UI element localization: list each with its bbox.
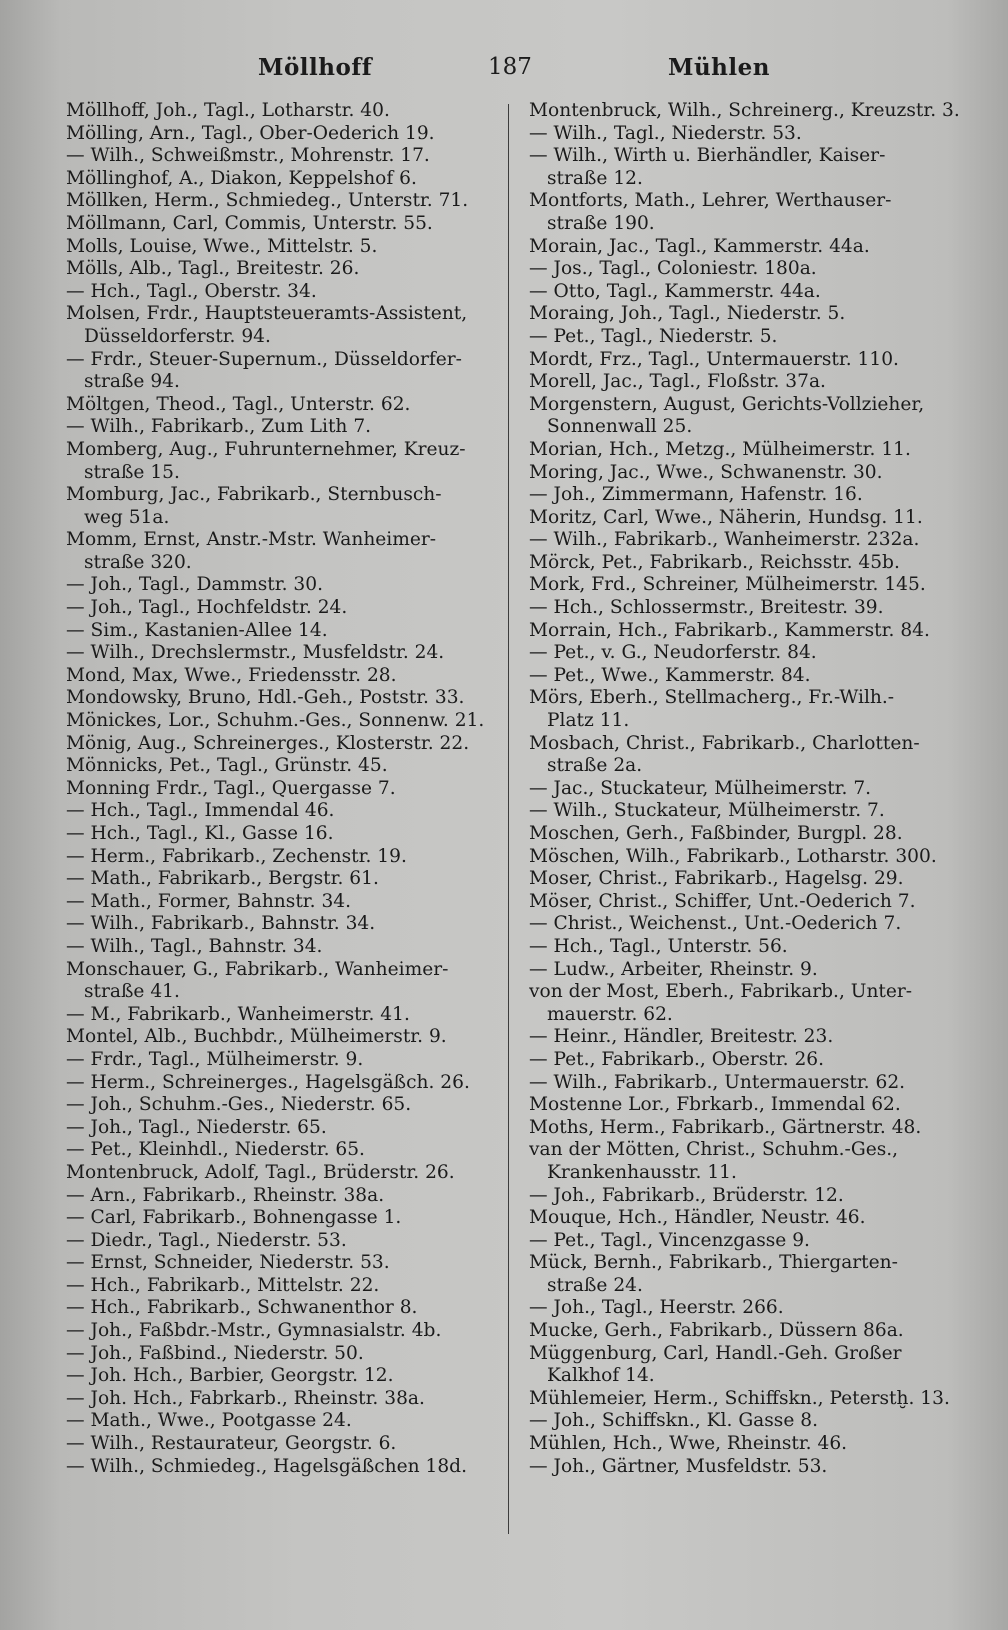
entry-line: Mouque, Hch., Händler, Neustr. 46. (529, 1207, 866, 1229)
entry-line: Mörck, Pet., Fabrikarb., Reichsstr. 45b. (529, 551, 900, 573)
directory-entry (529, 1433, 965, 1456)
directory-entry (66, 913, 496, 936)
entry-line: — Carl, Fabrikarb., Bohnengasse 1. (66, 1207, 402, 1229)
entry-continuation: straße 41. (84, 981, 180, 1003)
entry-line: — Wilh., Wirth u. Bierhändler, Kaiser- (529, 145, 886, 167)
entry-line: van der Mötten, Christ., Schuhm.-Ges., (529, 1139, 899, 1161)
directory-entry (529, 529, 965, 552)
entry-line: — Hch., Fabrikarb., Schwanenthor 8. (66, 1297, 418, 1319)
entry-line: — Joh., Tagl., Heerstr. 266. (529, 1297, 784, 1319)
entry-line: Mühlen, Hch., Wwe, Rheinstr. 46. (529, 1433, 848, 1455)
directory-entry (529, 1252, 965, 1297)
directory-entry (529, 145, 965, 190)
directory-entry (66, 1072, 496, 1095)
entry-line: Moser, Christ., Fabrikarb., Hagelsg. 29. (529, 868, 904, 890)
entry-line: — Hch., Tagl., Unterstr. 56. (529, 935, 788, 957)
directory-entry (66, 1433, 496, 1456)
directory-entry (66, 800, 496, 823)
entry-line: — Joh., Zimmermann, Hafenstr. 16. (529, 484, 863, 506)
entry-line: — Ernst, Schneider, Niederstr. 53. (66, 1252, 390, 1274)
directory-entry (66, 439, 496, 484)
entry-continuation: straße 15. (84, 461, 180, 483)
directory-entry (529, 868, 965, 891)
directory-entry (529, 687, 965, 732)
entry-line: Mönickes, Lor., Schuhm.-Ges., Sonnenw. 21. (66, 710, 485, 732)
entry-line: Mölling, Arn., Tagl., Ober-Oederich 19. (66, 122, 435, 144)
directory-entry (66, 868, 496, 891)
entry-line: — Jos., Tagl., Coloniestr. 180a. (529, 258, 817, 280)
entry-line: — Wilh., Schweißmstr., Mohrenstr. 17. (66, 145, 430, 167)
entry-line: Morain, Jac., Tagl., Kammerstr. 44a. (529, 235, 870, 257)
directory-entry (529, 1117, 965, 1140)
entry-line: — Math., Former, Bahnstr. 34. (66, 890, 352, 912)
directory-entry (529, 823, 965, 846)
directory-entry (66, 1094, 496, 1117)
entry-line: Momberg, Aug., Fuhrunternehmer, Kreuz- (66, 438, 466, 460)
directory-entry (66, 1117, 496, 1140)
entry-line: Mucke, Gerh., Fabrikarb., Düssern 86a. (529, 1320, 904, 1342)
entry-line: Montenbruck, Wilh., Schreinerg., Kreuzstr. 3. (529, 100, 960, 121)
entry-line: — Joh., Schuhm.-Ges., Niederstr. 65. (66, 1094, 412, 1116)
entry-line: — Heinr., Händler, Breitestr. 23. (529, 1026, 834, 1048)
directory-entry (66, 281, 496, 304)
directory-entry (529, 258, 965, 281)
directory-entry (66, 733, 496, 756)
entry-continuation: straße 94. (84, 371, 180, 393)
entry-line: — Wilh., Tagl., Niederstr. 53. (529, 122, 802, 144)
entry-line: Mück, Bernh., Fabrikarb., Thiergarten- (529, 1252, 898, 1274)
entry-line: — Ludw., Arbeiter, Rheinstr. 9. (529, 958, 818, 980)
entry-line: — Christ., Weichenst., Unt.-Oederich 7. (529, 913, 902, 935)
entry-line: Mörs, Eberh., Stellmacherg., Fr.-Wilh.- (529, 687, 895, 709)
directory-entry (66, 1230, 496, 1253)
directory-entry (66, 823, 496, 846)
entry-line: — Joh., Faßbdr.-Mstr., Gymnasialstr. 4b. (66, 1320, 442, 1342)
directory-entry (529, 1094, 965, 1117)
directory-entry (529, 1410, 965, 1433)
directory-entry (529, 123, 965, 146)
entry-line: Mosbach, Christ., Fabrikarb., Charlotten- (529, 732, 920, 754)
entry-line: — M., Fabrikarb., Wanheimerstr. 41. (66, 1003, 410, 1025)
directory-entry (529, 507, 965, 530)
directory-entry (529, 190, 965, 235)
entry-line: — Pet., Fabrikarb., Oberstr. 26. (529, 1048, 825, 1070)
header-right-catchword: Mühlen (668, 54, 770, 81)
entry-line: Morell, Jac., Tagl., Floßstr. 37a. (529, 371, 826, 393)
entry-line: Müggenburg, Carl, Handl.-Geh. Großer (529, 1342, 902, 1364)
entry-line: Molsen, Frdr., Hauptsteueramts-Assistent, (66, 303, 468, 325)
running-header (68, 50, 958, 90)
entry-line: Mölls, Alb., Tagl., Breitestr. 26. (66, 258, 360, 280)
entry-line: — Arn., Fabrikarb., Rheinstr. 38a. (66, 1184, 385, 1206)
directory-entry (529, 462, 965, 485)
entry-line: — Hch., Tagl., Immendal 46. (66, 800, 335, 822)
directory-entry (529, 665, 965, 688)
directory-entry (529, 394, 965, 439)
entry-line: Möllhoff, Joh., Tagl., Lotharstr. 40. (66, 100, 390, 121)
entry-line: — Hch., Tagl., Oberstr. 34. (66, 280, 317, 302)
entry-continuation: Platz 11. (547, 710, 630, 732)
directory-entry (529, 439, 965, 462)
directory-entry (66, 891, 496, 914)
entry-line: Mönig, Aug., Schreinerges., Klosterstr. 22. (66, 732, 470, 754)
directory-entry (66, 1365, 496, 1388)
entry-line: — Wilh., Schmiedeg., Hagelsgäßchen 18d. (66, 1455, 467, 1477)
directory-entry (529, 959, 965, 982)
entry-line: — Jac., Stuckateur, Mülheimerstr. 7. (529, 777, 872, 799)
directory-entry (529, 326, 965, 349)
directory-entry (66, 168, 496, 191)
entry-continuation: mauerstr. 62. (547, 1003, 673, 1025)
directory-entry (66, 574, 496, 597)
left-column (66, 100, 496, 1478)
entry-line: — Hch., Schlossermstr., Breitestr. 39. (529, 597, 884, 619)
directory-entry (66, 778, 496, 801)
entry-line: Moraing, Joh., Tagl., Niederstr. 5. (529, 303, 846, 325)
directory-entry (529, 1456, 965, 1479)
directory-entry (66, 1343, 496, 1366)
entry-line: — Sim., Kastanien-Allee 14. (66, 619, 328, 641)
directory-entry (66, 394, 496, 417)
entry-line: Moschen, Gerh., Faßbinder, Burgpl. 28. (529, 823, 903, 844)
entry-line: — Frdr., Tagl., Mülheimerstr. 9. (66, 1048, 364, 1070)
entry-line: von der Most, Eberh., Fabrikarb., Unter- (529, 981, 913, 1003)
entry-line: — Math., Fabrikarb., Bergstr. 61. (66, 868, 379, 890)
directory-entry (66, 936, 496, 959)
entry-line: — Herm., Fabrikarb., Zechenstr. 19. (66, 845, 407, 867)
directory-entry (529, 349, 965, 372)
entry-line: — Frdr., Steuer-Supernum., Düsseldorfer- (66, 348, 462, 370)
entry-line: — Wilh., Drechslermstr., Musfeldstr. 24. (66, 642, 445, 664)
directory-entry (529, 800, 965, 823)
directory-entry (66, 846, 496, 869)
entry-continuation: Sonnenwall 25. (547, 416, 693, 438)
directory-entry (529, 281, 965, 304)
directory-entry (66, 190, 496, 213)
entry-line: — Wilh., Restaurateur, Georgstr. 6. (66, 1433, 397, 1455)
right-column (529, 100, 965, 1478)
directory-entry (529, 620, 965, 643)
entry-line: — Pet., Wwe., Kammerstr. 84. (529, 664, 811, 686)
directory-entry (66, 145, 496, 168)
entry-line: — Joh., Fabrikarb., Brüderstr. 12. (529, 1184, 844, 1206)
directory-entry (66, 1320, 496, 1343)
directory-entry (529, 778, 965, 801)
entry-line: — Wilh., Fabrikarb., Wanheimerstr. 232a. (529, 529, 920, 551)
directory-entry (529, 236, 965, 259)
entry-continuation: straße 190. (547, 212, 655, 234)
entry-line: — Pet., Kleinhdl., Niederstr. 65. (66, 1139, 365, 1161)
directory-entry (529, 733, 965, 778)
directory-entry (66, 1275, 496, 1298)
directory-entry (66, 1297, 496, 1320)
directory-entry (66, 1388, 496, 1411)
entry-continuation: Krankenhausstr. 11. (547, 1161, 737, 1183)
entry-line: — Otto, Tagl., Kammerstr. 44a. (529, 280, 821, 302)
directory-entry (529, 642, 965, 665)
directory-entry (66, 236, 496, 259)
page-number: 187 (488, 54, 532, 80)
entry-line: Montenbruck, Adolf, Tagl., Brüderstr. 26. (66, 1161, 455, 1183)
directory-entry (529, 846, 965, 869)
entry-line: Möltgen, Theod., Tagl., Unterstr. 62. (66, 393, 411, 415)
entry-line: Moring, Jac., Wwe., Schwanenstr. 30. (529, 461, 883, 483)
entry-line: — Joh. Hch., Fabrkarb., Rheinstr. 38a. (66, 1387, 425, 1409)
directory-entry (66, 1456, 496, 1479)
directory-entry (529, 1207, 965, 1230)
entry-line: Mostenne Lor., Fbrkarb., Immendal 62. (529, 1094, 901, 1116)
directory-entry (66, 665, 496, 688)
entry-line: Moritz, Carl, Wwe., Näherin, Hundsg. 11. (529, 506, 923, 528)
entry-line: Morgenstern, August, Gerichts-Vollzieher, (529, 393, 925, 415)
directory-entry (529, 574, 965, 597)
directory-entry (66, 303, 496, 348)
directory-entry (66, 687, 496, 710)
entry-line: — Joh., Faßbind., Niederstr. 50. (66, 1342, 364, 1364)
entry-line: — Herm., Schreinerges., Hagelsgäßch. 26. (66, 1071, 470, 1093)
directory-entry (66, 1207, 496, 1230)
entry-line: Mondowsky, Bruno, Hdl.-Geh., Poststr. 33. (66, 687, 465, 709)
entry-line: — Pet., Tagl., Vincenzgasse 9. (529, 1229, 810, 1251)
entry-line: Monschauer, G., Fabrikarb., Wanheimer- (66, 958, 449, 980)
directory-entry (529, 552, 965, 575)
entry-line: Möllmann, Carl, Commis, Unterstr. 55. (66, 212, 433, 234)
directory-entry (529, 100, 965, 123)
entry-line: Moths, Herm., Fabrikarb., Gärtnerstr. 48. (529, 1116, 922, 1138)
column-divider (508, 104, 509, 1534)
entry-line: Montel, Alb., Buchbdr., Mülheimerstr. 9. (66, 1026, 447, 1048)
directory-entry (66, 959, 496, 1004)
directory-entry (66, 710, 496, 733)
directory-entry (66, 100, 496, 123)
directory-entry (66, 597, 496, 620)
directory-entry (529, 303, 965, 326)
directory-entry (66, 1139, 496, 1162)
directory-entry (66, 484, 496, 529)
entry-line: — Hch., Tagl., Kl., Gasse 16. (66, 823, 334, 844)
directory-entry (529, 484, 965, 507)
directory-entry (529, 1230, 965, 1253)
directory-entry (529, 1049, 965, 1072)
entry-continuation: Düsseldorferstr. 94. (84, 325, 271, 347)
entry-line: Montforts, Math., Lehrer, Werthauser- (529, 190, 892, 212)
directory-entry (529, 981, 965, 1026)
entry-line: Mordt, Frz., Tagl., Untermauerstr. 110. (529, 348, 899, 370)
entry-line: Mond, Max, Wwe., Friedensstr. 28. (66, 664, 397, 686)
entry-line: — Wilh., Stuckateur, Mülheimerstr. 7. (529, 800, 885, 822)
entry-continuation: straße 320. (84, 551, 192, 573)
entry-line: — Wilh., Tagl., Bahnstr. 34. (66, 935, 323, 957)
directory-entry (66, 349, 496, 394)
directory-entry (529, 1026, 965, 1049)
directory-entry (66, 529, 496, 574)
directory-entry (529, 913, 965, 936)
entry-line: — Joh., Tagl., Hochfeldstr. 24. (66, 597, 348, 619)
directory-entry (529, 1320, 965, 1343)
directory-entry (529, 936, 965, 959)
directory-entry (529, 891, 965, 914)
entry-continuation: Kalkhof 14. (547, 1365, 655, 1387)
directory-entry (66, 620, 496, 643)
directory-entry (66, 1026, 496, 1049)
entry-line: — Joh., Tagl., Niederstr. 65. (66, 1116, 327, 1138)
entry-line: Momburg, Jac., Fabrikarb., Sternbusch- (66, 484, 442, 506)
entry-line: Mühlemeier, Herm., Schiffskn., Peterstḫ. 13. (529, 1387, 950, 1409)
directory-entry (529, 1297, 965, 1320)
entry-line: Möser, Christ., Schiffer, Unt.-Oederich 7. (529, 890, 916, 912)
entry-line: — Joh., Tagl., Dammstr. 30. (66, 574, 323, 596)
entry-line: — Wilh., Fabrikarb., Untermauerstr. 62. (529, 1071, 906, 1093)
entry-continuation: weg 51a. (84, 506, 170, 528)
directory-entry (529, 1343, 965, 1388)
entry-line: Morrain, Hch., Fabrikarb., Kammerstr. 84. (529, 619, 930, 641)
entry-continuation: straße 2a. (547, 755, 643, 777)
directory-entry (529, 371, 965, 394)
directory-entry (66, 1004, 496, 1027)
directory-entry (529, 1185, 965, 1208)
entry-line: Mork, Frd., Schreiner, Mülheimerstr. 145. (529, 574, 926, 596)
entry-line: — Math., Wwe., Pootgasse 24. (66, 1410, 352, 1432)
entry-line: — Pet., Tagl., Niederstr. 5. (529, 325, 778, 347)
directory-entry (66, 1162, 496, 1185)
entry-line: — Hch., Fabrikarb., Mittelstr. 22. (66, 1274, 380, 1296)
entry-line: Möllken, Herm., Schmiedeg., Unterstr. 71. (66, 190, 469, 212)
entry-line: Möllinghof, A., Diakon, Keppelshof 6. (66, 167, 417, 189)
directory-entry (529, 597, 965, 620)
entry-continuation: straße 24. (547, 1274, 643, 1296)
directory-entry (66, 642, 496, 665)
entry-line: Möschen, Wilh., Fabrikarb., Lotharstr. 300. (529, 845, 937, 867)
entry-line: — Joh., Gärtner, Musfeldstr. 53. (529, 1455, 828, 1477)
entry-line: — Pet., v. G., Neudorferstr. 84. (529, 642, 817, 664)
entry-line: — Wilh., Fabrikarb., Bahnstr. 34. (66, 913, 376, 935)
directory-entry (66, 416, 496, 439)
entry-line: Morian, Hch., Metzg., Mülheimerstr. 11. (529, 438, 911, 460)
directory-entry (66, 213, 496, 236)
directory-entry (66, 755, 496, 778)
header-left-catchword: Möllhoff (258, 54, 373, 81)
directory-entry (66, 1252, 496, 1275)
directory-entry (529, 1388, 965, 1411)
directory-entry (66, 1049, 496, 1072)
directory-entry (529, 1072, 965, 1095)
entry-line: Molls, Louise, Wwe., Mittelstr. 5. (66, 235, 378, 257)
entry-line: — Wilh., Fabrikarb., Zum Lith 7. (66, 416, 372, 438)
entry-line: — Joh., Schiffskn., Kl. Gasse 8. (529, 1410, 818, 1432)
directory-entry (66, 258, 496, 281)
entry-continuation: straße 12. (547, 167, 643, 189)
entry-line: Monning Frdr., Tagl., Quergasse 7. (66, 777, 396, 799)
directory-entry (66, 123, 496, 146)
entry-line: — Joh. Hch., Barbier, Georgstr. 12. (66, 1365, 394, 1387)
entry-line: — Diedr., Tagl., Niederstr. 53. (66, 1229, 347, 1251)
entry-line: Mönnicks, Pet., Tagl., Grünstr. 45. (66, 755, 388, 777)
entry-line: Momm, Ernst, Anstr.-Mstr. Wanheimer- (66, 529, 437, 551)
directory-entry (66, 1185, 496, 1208)
directory-entry (529, 1139, 965, 1184)
directory-entry (66, 1410, 496, 1433)
